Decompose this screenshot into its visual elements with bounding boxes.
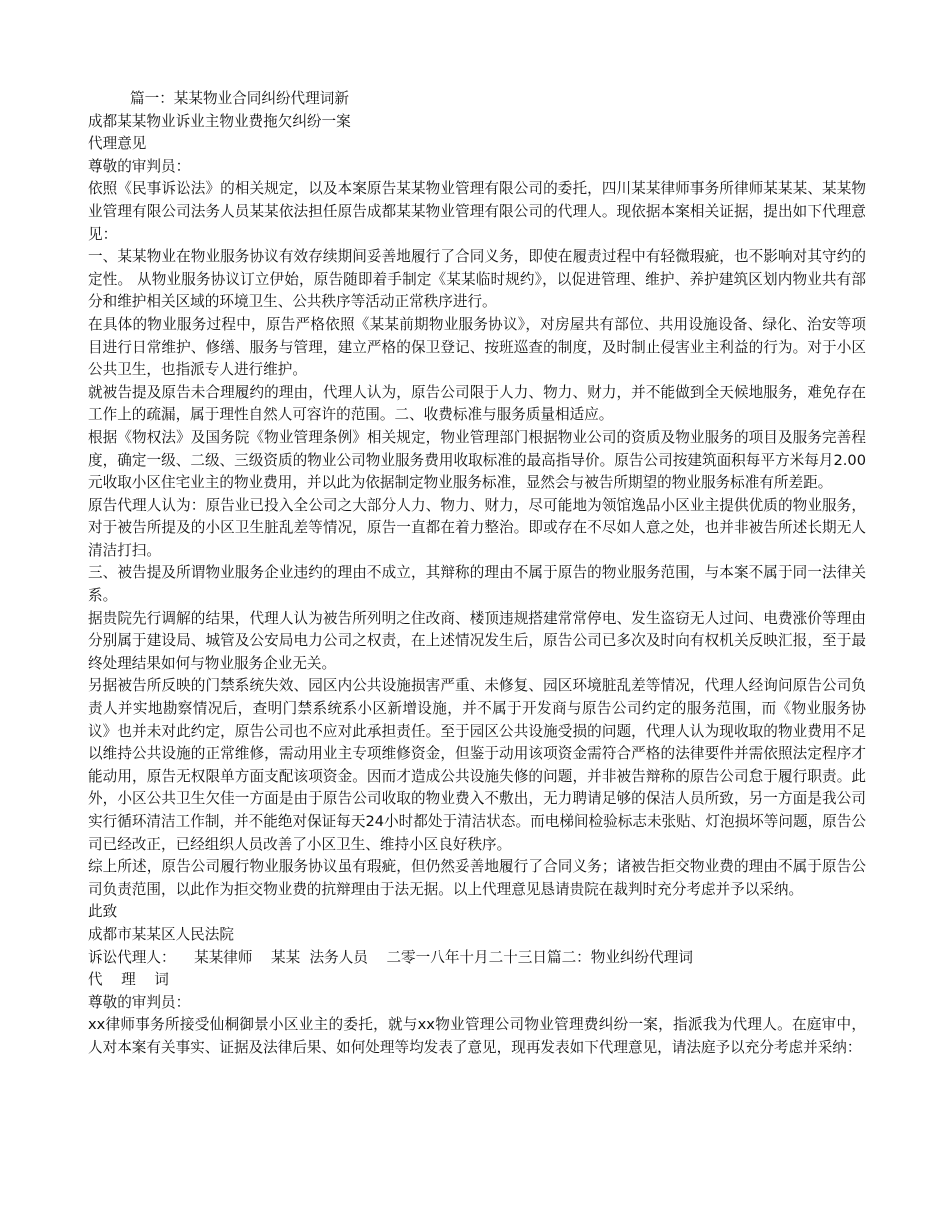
court-name: 成都市某某区人民法院 (88, 925, 234, 943)
paragraph-3: 在具体的物业服务过程中，原告严格依照《某某前期物业服务协议》，对房屋共有部位、共用设施设备、绿化、治安等项目进行日常维护、修缮、服务与管理，建立严格的保卫登记、按班巡查的制度，及时制止侵害业主利益的行为。对于小区公共卫生，也指派专人进行维护。 (88, 315, 866, 379)
paragraph-1: 依照《民事诉讼法》的相关规定，以及本案原告某某物业管理有限公司的委托，四川某某律师事务所律师某某某、某某物业管理有限公司法务人员某某依法担任原告成都某某物业管理有限公司的代理人。现依据本案相关证据，提出如下代理意见： (88, 180, 866, 243)
paragraph-4: 就被告提及原告未合理履约的理由，代理人认为，原告公司限于人力、物力、财力，并不能做到全天候地服务，难免存在工作上的疏漏，属于理性自然人可容许的范围。二、收费标准与服务质量相适应。 (88, 383, 866, 424)
closing-text: 此致 (88, 903, 118, 921)
salutation: 尊敬的审判员： (88, 157, 191, 175)
paragraph-7: 三、被告提及所谓物业服务企业违约的理由不成立，其辩称的理由不属于原告的物业服务范围，与本案不属于同一法律关系。 (88, 564, 866, 605)
paragraph-2: 一、某某物业在物业服务协议有效存续期间妥善地履行了合同义务，即使在履责过程中有轻微瑕疵，也不影响对其守约的定性。 从物业服务协议订立伊始，原告随即着手制定《某某临时规约》，以促进管理、维护、养护建筑区划内物业共有部分和维护相关区域的环境卫生、公共秩序等活动正常秩序进行。 (88, 248, 866, 311)
case-title: 成都某某物业诉业主物业费拖欠纠纷一案 (88, 112, 351, 130)
section-heading: 代理意见 (88, 135, 147, 153)
second-paragraph: xx律师事务所接受仙桐御景小区业主的委托，就与xx物业管理公司物业管理费纠纷一案，指派我为代理人。在庭审中，人对本案有关事实、证据及法律后果、如何处理等均发表了意见，现再发表如下代理意见，请法庭予以充分考虑并采纳： (88, 1016, 866, 1056)
paragraph-8: 据贵院先行调解的结果，代理人认为被告所列明之住改商、楼顶违规搭建常常停电、发生盗窃无人过问、电费涨价等理由分别属于建设局、城管及公安局电力公司之权责，在上述情况发生后，原告公司已多次及时向有权机关反映汇报，至于最终处理结果如何与物业服务企业无关。 (88, 609, 866, 672)
paragraph-5: 根据《物权法》及国务院《物业管理条例》相关规定，物业管理部门根据物业公司的资质及物业服务的项目及服务完善程度，确定一级、二级、三级资质的物业公司物业服务费用收取标准的最高指导价。原告公司按建筑面积每平方米每月2.00元收取小区住宅业主的物业费用，并以此为依据制定物业服务标准，显然会与被告所期望的物业服务标准有所差距。 (88, 428, 866, 492)
document-title: 篇一：某某物业合同纠纷代理词新 (130, 90, 349, 107)
document-page (88, 88, 866, 1060)
signature-line: 诉讼代理人： 某某律师 某某 法务人员 二零一八年十月二十三日篇二：物业纠纷代理词 (88, 948, 693, 966)
paragraph-10: 综上所述，原告公司履行物业服务协议虽有瑕疵，但仍然妥善地履行了合同义务；诸被告拒交物业费的理由不属于原告公司负责范围，以此作为拒交物业费的抗辩理由于法无据。以上代理意见恳请贵院在裁判时充分考虑并予以采纳。 (88, 858, 866, 898)
second-heading: 代 理 词 (88, 971, 169, 989)
paragraph-6: 原告代理人认为：原告业已投入全公司之大部分人力、物力、财力，尽可能地为领馆逸品小区业主提供优质的物业服务，对于被告所提及的小区卫生脏乱差等情况，原告一直都在着力整治。即或存在不尽如人意之处，也并非被告所述长期无人清洁打扫。 (88, 496, 866, 559)
second-salutation: 尊敬的审判员： (88, 993, 191, 1011)
paragraph-9: 另据被告所反映的门禁系统失效、园区内公共设施损害严重、未修复、园区环境脏乱差等情况，代理人经询问原告公司负责人并实地勘察情况后，查明门禁系统系小区新增设施，并不属于开发商与原告公司约定的服务范围，而《物业服务协议》也并未对此约定，原告公司也不应对此承担责任。至于园区公共设施受损的问题，代理人认为现收取的物业费用不足以维持公共设施的正常维修，需动用业主专项维修资金，但鉴于动用该项资金需符合严格的法律要件并需依照法定程序才能动用，原告无权限单方面支配该项资金。因而才造成公共设施失修的问题，并非被告辩称的原告公司怠于履行职责。此外，小区公共卫生欠佳一方面是由于原告公司收取的物业费入不敷出，无力聘请足够的保洁人员所致，另一方面是我公司实行循环清洁工作制，并不能绝对保证每天24小时都处于清洁状态。而电梯间检验标志未张贴、灯泡损坏等问题，原告公司已经改正，已经组织人员改善了小区卫生、维持小区良好秩序。 (88, 677, 866, 853)
